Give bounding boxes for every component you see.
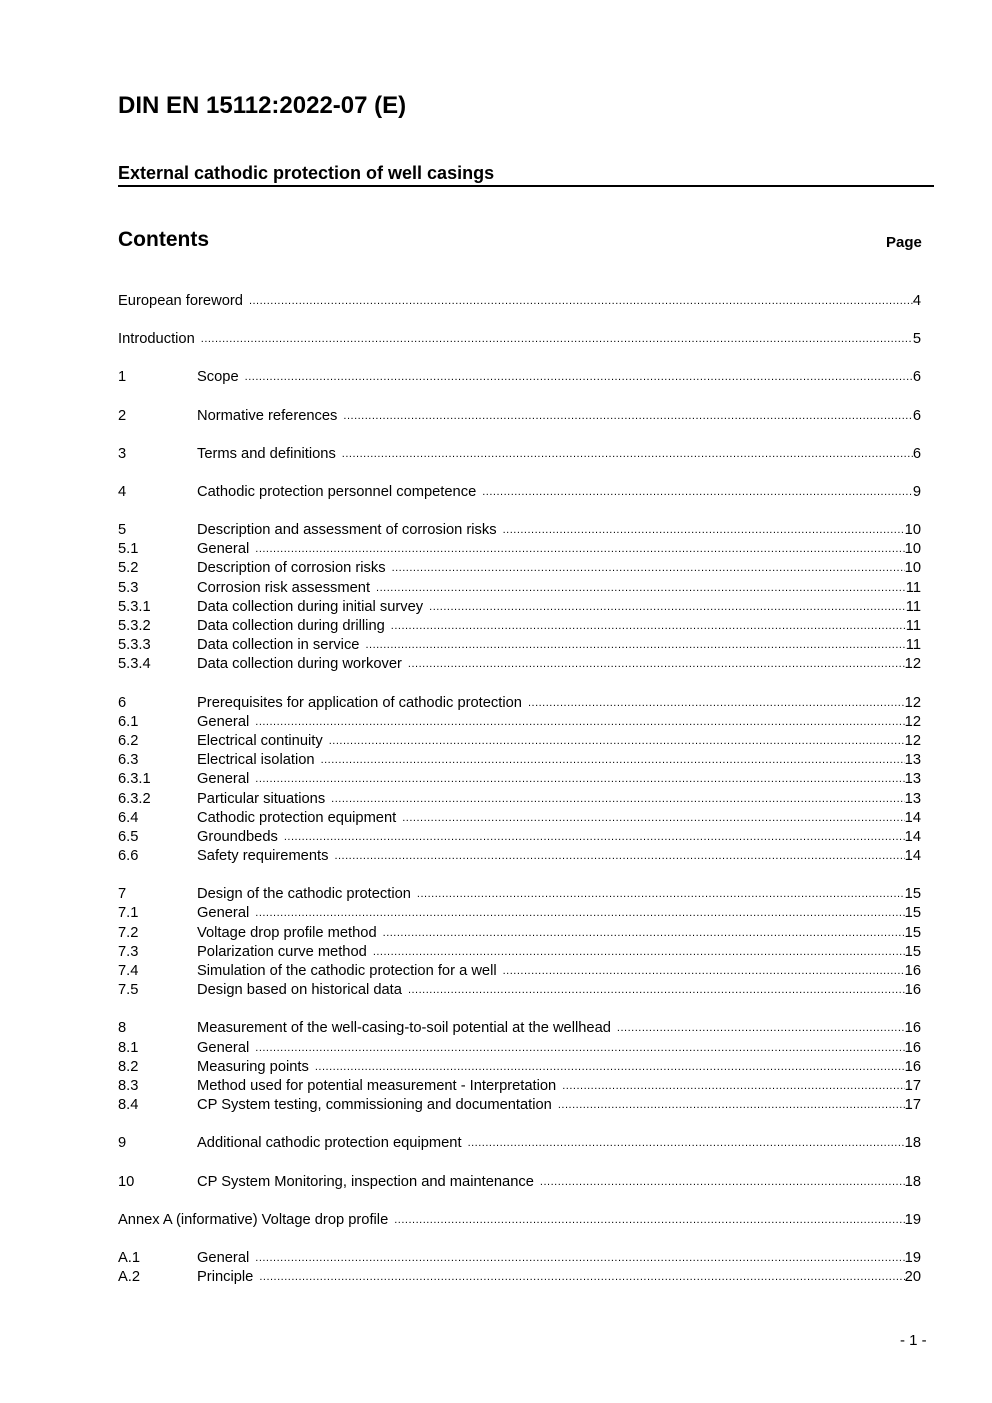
toc-entry[interactable] [118,770,921,789]
toc-entry-number: 7.3 [118,943,139,960]
toc-entry-title: General [197,771,250,788]
toc-dot-leader [540,1173,905,1192]
toc-entry-title: Cathodic protection equipment [197,809,397,826]
toc-entry-number: 6.1 [118,713,139,730]
toc-dot-leader [343,407,912,426]
toc-entry-title: Simulation of the cathodic protection for a well [197,963,497,980]
toc-entry-title: Additional cathodic protection equipment [197,1135,462,1152]
toc-entry[interactable] [118,617,921,636]
toc-entry-number: 6.2 [118,732,139,749]
toc-entry-page: 16 [904,1039,921,1056]
toc-entry[interactable] [118,407,921,426]
toc-entry-page: 16 [904,1058,921,1075]
toc-entry-number: 8.2 [118,1058,139,1075]
toc-group [118,483,921,502]
toc-dot-leader [255,1039,904,1058]
toc-entry-number: 5.3 [118,579,139,596]
toc-entry-number: 4 [118,483,127,500]
toc-entry[interactable] [118,540,921,559]
toc-group [118,330,921,349]
toc-entry[interactable] [118,1077,921,1096]
toc-entry[interactable] [118,483,921,502]
toc-dot-leader [383,924,905,943]
toc-entry[interactable] [118,368,921,387]
toc-dot-leader [331,790,904,809]
toc-entry-title: European foreword [118,292,243,309]
toc-entry-title: Safety requirements [197,848,329,865]
toc-group [118,292,921,311]
toc-entry[interactable] [118,560,921,579]
toc-entry-page: 12 [904,694,921,711]
toc-entry-title: General [197,1039,250,1056]
toc-dot-leader [373,943,905,962]
toc-entry-page: 19 [904,1211,921,1228]
toc-group [118,885,921,1000]
toc-entry-page: 11 [905,579,921,596]
toc-entry-page: 14 [904,809,921,826]
toc-entry-title: Data collection during initial survey [197,598,424,615]
toc-group [118,1019,921,1115]
toc-entry-number: 8.4 [118,1097,139,1114]
toc-entry-number: 7.1 [118,905,139,922]
toc-entry-page: 15 [904,905,921,922]
toc-entry-page: 4 [912,292,921,309]
toc-entry-number: 7.2 [118,924,139,941]
toc-group [118,694,921,867]
toc-entry-number: 8.3 [118,1077,139,1094]
toc-entry-title: General [197,541,250,558]
toc-dot-leader [315,1058,905,1077]
toc-entry-page: 12 [904,656,921,673]
toc-group [118,521,921,675]
toc-entry[interactable] [118,1211,921,1230]
toc-group [118,1173,921,1192]
contents-heading: Contents [118,228,209,251]
page-column-heading: Page [886,234,922,251]
toc-entry-title: Electrical continuity [197,732,323,749]
toc-entry[interactable] [118,713,921,732]
toc-entry-page: 16 [904,982,921,999]
toc-entry-number: 6.3.1 [118,771,151,788]
toc-dot-leader [503,521,905,540]
toc-group [118,368,921,387]
page-number: - 1 - [900,1332,927,1349]
toc-entry-number: 5.3.2 [118,618,151,635]
toc-entry-page: 16 [904,963,921,980]
toc-entry-number: 2 [118,407,127,424]
toc-entry-title: Measuring points [197,1058,309,1075]
toc-entry-title: Polarization curve method [197,943,367,960]
toc-dot-leader [562,1077,904,1096]
toc-dot-leader [255,540,904,559]
toc-dot-leader [468,1134,905,1153]
toc-entry-number: 6.3 [118,752,139,769]
toc-dot-leader [342,445,913,464]
toc-entry-page: 6 [912,445,921,462]
toc-dot-leader [528,694,905,713]
toc-dot-leader [365,636,905,655]
toc-entry-title: Design of the cathodic protection [197,886,411,903]
toc-entry[interactable] [118,292,921,311]
toc-entry-title: Data collection in service [197,637,360,654]
toc-entry-title: General [197,905,250,922]
toc-entry-title: Description of corrosion risks [197,560,386,577]
toc-entry[interactable] [118,981,921,1000]
toc-entry-number: 6.3.2 [118,790,151,807]
toc-group [118,407,921,426]
toc-dot-leader [376,579,906,598]
toc-entry-number: 5.3.3 [118,637,151,654]
toc-entry-page: 10 [904,522,921,539]
toc-entry[interactable] [118,636,921,655]
toc-entry-title: Measurement of the well-casing-to-soil potential at the wellhead [197,1020,611,1037]
toc-dot-leader [482,483,913,502]
toc-entry-title: Electrical isolation [197,752,315,769]
toc-entry[interactable] [118,1173,921,1192]
toc-entry-title: Description and assessment of corrosion risks [197,522,497,539]
toc-entry-page: 17 [904,1077,921,1094]
toc-entry-page: 10 [904,560,921,577]
toc-entry-page: 18 [904,1135,921,1152]
toc-entry-title: Corrosion risk assessment [197,579,371,596]
toc-entry-number: 6.6 [118,848,139,865]
toc-entry[interactable] [118,1268,921,1287]
toc-entry-number: 1 [118,369,127,386]
toc-entry-number: 10 [118,1173,135,1190]
toc-entry-page: 5 [912,331,921,348]
toc-dot-leader [284,828,905,847]
toc-entry-number: 7.5 [118,982,139,999]
toc-dot-leader [394,1211,904,1230]
toc-entry[interactable] [118,828,921,847]
toc-dot-leader [617,1019,905,1038]
toc-group [118,445,921,464]
toc-entry[interactable] [118,598,921,617]
toc-entry-title: Normative references [197,407,338,424]
toc-dot-leader [329,732,905,751]
toc-entry-page: 14 [904,828,921,845]
toc-entry-title: CP System Monitoring, inspection and maintenance [197,1173,534,1190]
toc-entry-page: 13 [904,790,921,807]
toc-entry[interactable] [118,694,921,713]
toc-entry-number: 5.2 [118,560,139,577]
toc-entry[interactable] [118,579,921,598]
toc-entry-page: 20 [904,1269,921,1286]
toc-entry-number: 7 [118,886,127,903]
toc-dot-leader [503,962,905,981]
toc-entry-title: Scope [197,369,239,386]
toc-entry-title: CP System testing, commissioning and documentation [197,1097,552,1114]
toc-entry[interactable] [118,847,921,866]
toc-group [118,1211,921,1230]
toc-entry-number: 8 [118,1020,127,1037]
toc-entry[interactable] [118,330,921,349]
toc-dot-leader [255,713,904,732]
toc-entry-number: A.1 [118,1249,141,1266]
toc-entry-page: 14 [904,848,921,865]
toc-entry[interactable] [118,1249,921,1268]
toc-dot-leader [201,330,913,349]
toc-entry-page: 16 [904,1020,921,1037]
toc-entry-number: 9 [118,1135,127,1152]
toc-dot-leader [392,559,905,578]
toc-entry-number: 8.1 [118,1039,139,1056]
toc-entry-title: Cathodic protection personnel competence [197,483,477,500]
toc-entry[interactable] [118,1019,921,1038]
toc-entry[interactable] [118,1058,921,1077]
toc-dot-leader [391,617,906,636]
toc-entry-title: Design based on historical data [197,982,402,999]
toc-dot-leader [334,847,904,866]
toc-entry-page: 6 [912,407,921,424]
toc-entry-page: 6 [912,369,921,386]
toc-entry-title: Particular situations [197,790,326,807]
toc-entry-number: 5.3.1 [118,598,151,615]
toc-entry-number: 7.4 [118,963,139,980]
toc-entry-title: Voltage drop profile method [197,924,377,941]
toc-entry-title: General [197,1249,250,1266]
toc-entry-number: A.2 [118,1269,141,1286]
toc-entry-title: Introduction [118,331,195,348]
toc-dot-leader [429,598,906,617]
toc-entry-page: 12 [904,713,921,730]
toc-entry-page: 18 [904,1173,921,1190]
toc-entry-title: Data collection during workover [197,656,402,673]
toc-entry-title: General [197,713,250,730]
toc-entry-page: 17 [904,1097,921,1114]
toc-entry-page: 13 [904,752,921,769]
toc-entry[interactable] [118,1134,921,1153]
toc-dot-leader [417,885,905,904]
toc-entry-number: 5.1 [118,541,139,558]
toc-entry-number: 6 [118,694,127,711]
toc-entry[interactable] [118,924,921,943]
toc-entry-page: 15 [904,924,921,941]
toc-entry[interactable] [118,732,921,751]
toc-entry[interactable] [118,809,921,828]
toc-entry-page: 15 [904,886,921,903]
toc-entry-number: 5.3.4 [118,656,151,673]
toc-entry-title: Terms and definitions [197,445,336,462]
document-subtitle: External cathodic protection of well casings [118,163,934,187]
toc-dot-leader [259,1268,904,1287]
toc-entry-page: 12 [904,732,921,749]
toc-entry[interactable] [118,521,921,540]
toc-entry[interactable] [118,962,921,981]
toc-entry-page: 19 [904,1249,921,1266]
toc-dot-leader [402,809,904,828]
toc-dot-leader [558,1096,905,1115]
toc-entry-number: 6.5 [118,828,139,845]
toc-dot-leader [321,751,905,770]
toc-entry[interactable] [118,655,921,674]
toc-entry-number: 6.4 [118,809,139,826]
toc-entry-page: 11 [905,637,921,654]
toc-entry[interactable] [118,1096,921,1115]
table-of-contents [118,292,921,1306]
toc-entry[interactable] [118,1039,921,1058]
toc-entry[interactable] [118,445,921,464]
toc-entry-title: Groundbeds [197,828,278,845]
toc-entry-page: 10 [904,541,921,558]
toc-entry-title: Data collection during drilling [197,618,385,635]
toc-entry-title: Principle [197,1269,254,1286]
toc-dot-leader [255,1249,904,1268]
toc-entry-page: 15 [904,943,921,960]
toc-entry-title: Prerequisites for application of cathodic protection [197,694,522,711]
toc-group [118,1134,921,1153]
document-title: DIN EN 15112:2022-07 (E) [118,92,407,119]
toc-entry[interactable] [118,943,921,962]
toc-entry[interactable] [118,905,921,924]
toc-group [118,1249,921,1287]
toc-entry-number: 5 [118,522,127,539]
toc-dot-leader [408,655,905,674]
toc-entry[interactable] [118,885,921,904]
toc-dot-leader [255,770,904,789]
toc-dot-leader [408,981,905,1000]
toc-entry-title: Method used for potential measurement - Interpretation [197,1077,557,1094]
toc-entry-page: 11 [905,598,921,615]
toc-dot-leader [245,368,913,387]
toc-dot-leader [249,292,913,311]
toc-entry-page: 11 [905,618,921,635]
toc-entry-page: 9 [912,483,921,500]
toc-entry-title: Annex A (informative) Voltage drop profile [118,1211,389,1228]
toc-entry-number: 3 [118,445,127,462]
toc-dot-leader [255,904,904,923]
toc-entry[interactable] [118,790,921,809]
toc-entry-page: 13 [904,771,921,788]
toc-entry[interactable] [118,751,921,770]
